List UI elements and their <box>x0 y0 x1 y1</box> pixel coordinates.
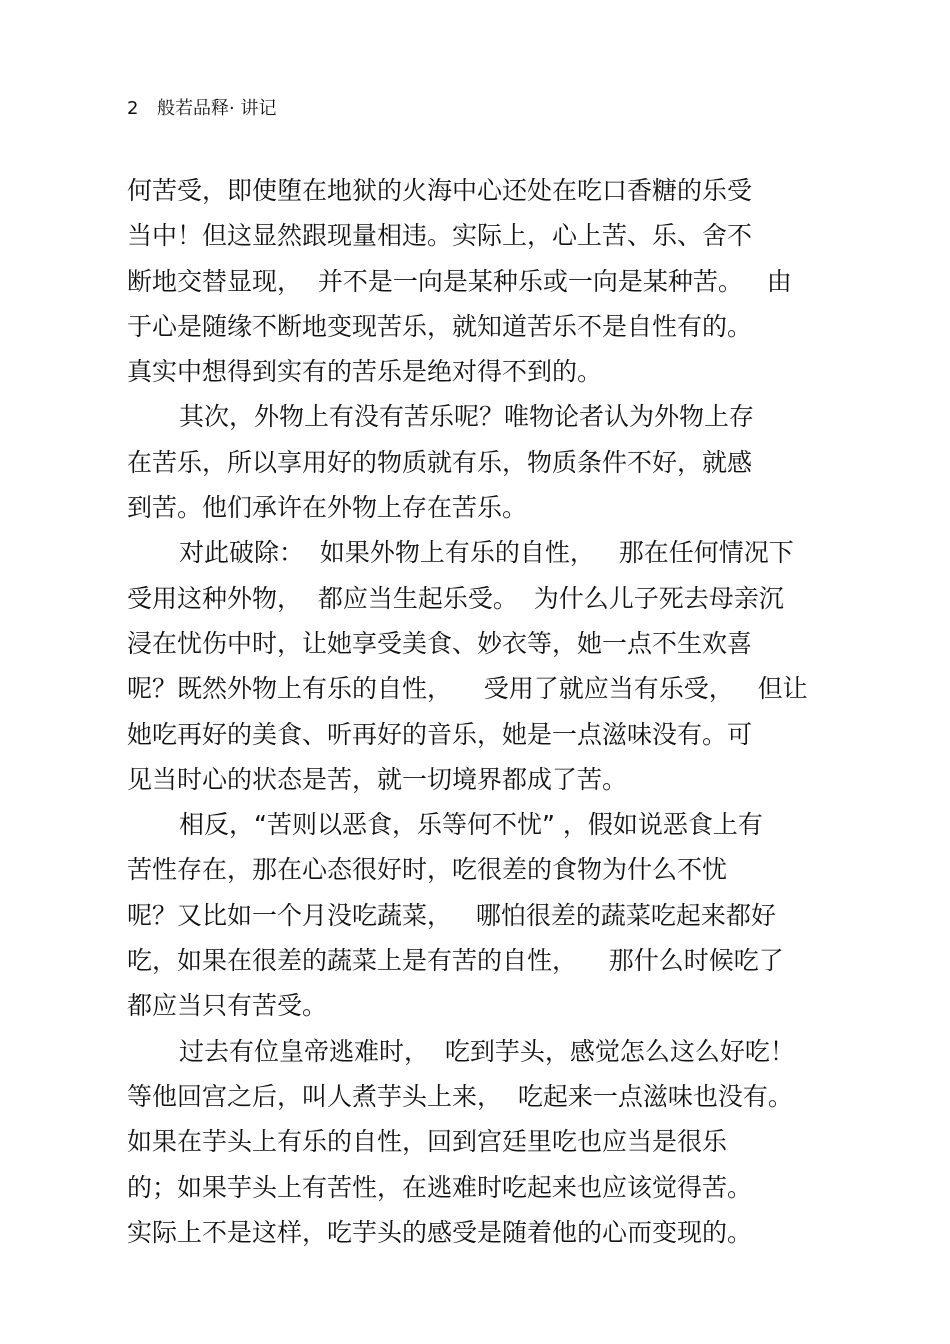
text-line: 相反，“苦则以恶食，乐等何不忧” ，假如说恶食上有 <box>179 810 763 840</box>
paragraph <box>127 168 827 394</box>
text-line: 真实中想得到实有的苦乐是绝对得不到的。 <box>127 357 603 387</box>
page-number: 2 <box>127 98 139 119</box>
text-line: 呢？既然外物上有乐的自性， 受用了就应当有乐受， 但让 <box>127 674 808 704</box>
text-line: 呢？又比如一个月没吃蔬菜， 哪怕很差的蔬菜吃起来都好 <box>127 900 776 930</box>
text-line: 等他回宫之后，叫人煮芋头上来， 吃起来一点滋味也没有。 <box>127 1081 793 1111</box>
text-line: 对此破除： 如果外物上有乐的自性， 那在任何情况下 <box>179 538 794 568</box>
text-line: 如果在芋头上有乐的自性，回到宫廷里吃也应当是很乐 <box>127 1127 728 1157</box>
paragraph <box>127 802 827 1028</box>
text-line: 何苦受，即使堕在地狱的火海中心还处在吃口香糖的乐受 <box>127 176 753 205</box>
text-line: 见当时心的状态是苦，就一切境界都成了苦。 <box>127 764 628 794</box>
text-line: 在苦乐，所以享用好的物质就有乐，物质条件不好，就感 <box>127 447 753 477</box>
paragraph <box>127 1029 827 1255</box>
text-line: 都应当只有苦受。 <box>127 991 328 1021</box>
header-title: 般若品释· 讲记 <box>157 98 277 119</box>
text-line: 其次，外物上有没有苦乐呢？唯物论者认为外物上存 <box>179 402 755 432</box>
text-line: 于心是随缘不断地变现苦乐，就知道苦乐不是自性有的。 <box>127 311 753 341</box>
paragraph <box>127 394 827 530</box>
text-line: 实际上不是这样，吃芋头的感受是随着他的心而变现的。 <box>127 1217 753 1247</box>
text-line: 苦性存在，那在心态很好时，吃很差的食物为什么不忧 <box>127 855 728 885</box>
text-line: 到苦。他们承许在外物上存在苦乐。 <box>127 493 528 523</box>
paragraph <box>127 530 827 802</box>
text-line: 吃，如果在很差的蔬菜上是有苦的自性， 那什么时候吃了 <box>127 946 784 976</box>
text-line: 浸在忧伤中时，让她享受美食、妙衣等，她一点不生欢喜 <box>127 628 753 658</box>
text-line: 她吃再好的美食、听再好的音乐，她是一点滋味没有。可 <box>127 719 753 749</box>
body-text <box>127 168 827 1255</box>
text-line: 的；如果芋头上有苦性，在逃难时吃起来也应该觉得苦。 <box>127 1172 753 1202</box>
running-header <box>127 96 276 122</box>
text-line: 受用这种外物， 都应当生起乐受。 为什么儿子死去母亲沉 <box>127 583 784 613</box>
text-line: 断地交替显现， 并不是一向是某种乐或一向是某种苦。 由 <box>127 266 792 296</box>
text-line: 当中！但这显然跟现量相违。实际上，心上苦、乐、舍不 <box>127 221 753 251</box>
text-line: 过去有位皇帝逃难时， 吃到芋头，感觉怎么这么好吃！ <box>179 1036 795 1066</box>
